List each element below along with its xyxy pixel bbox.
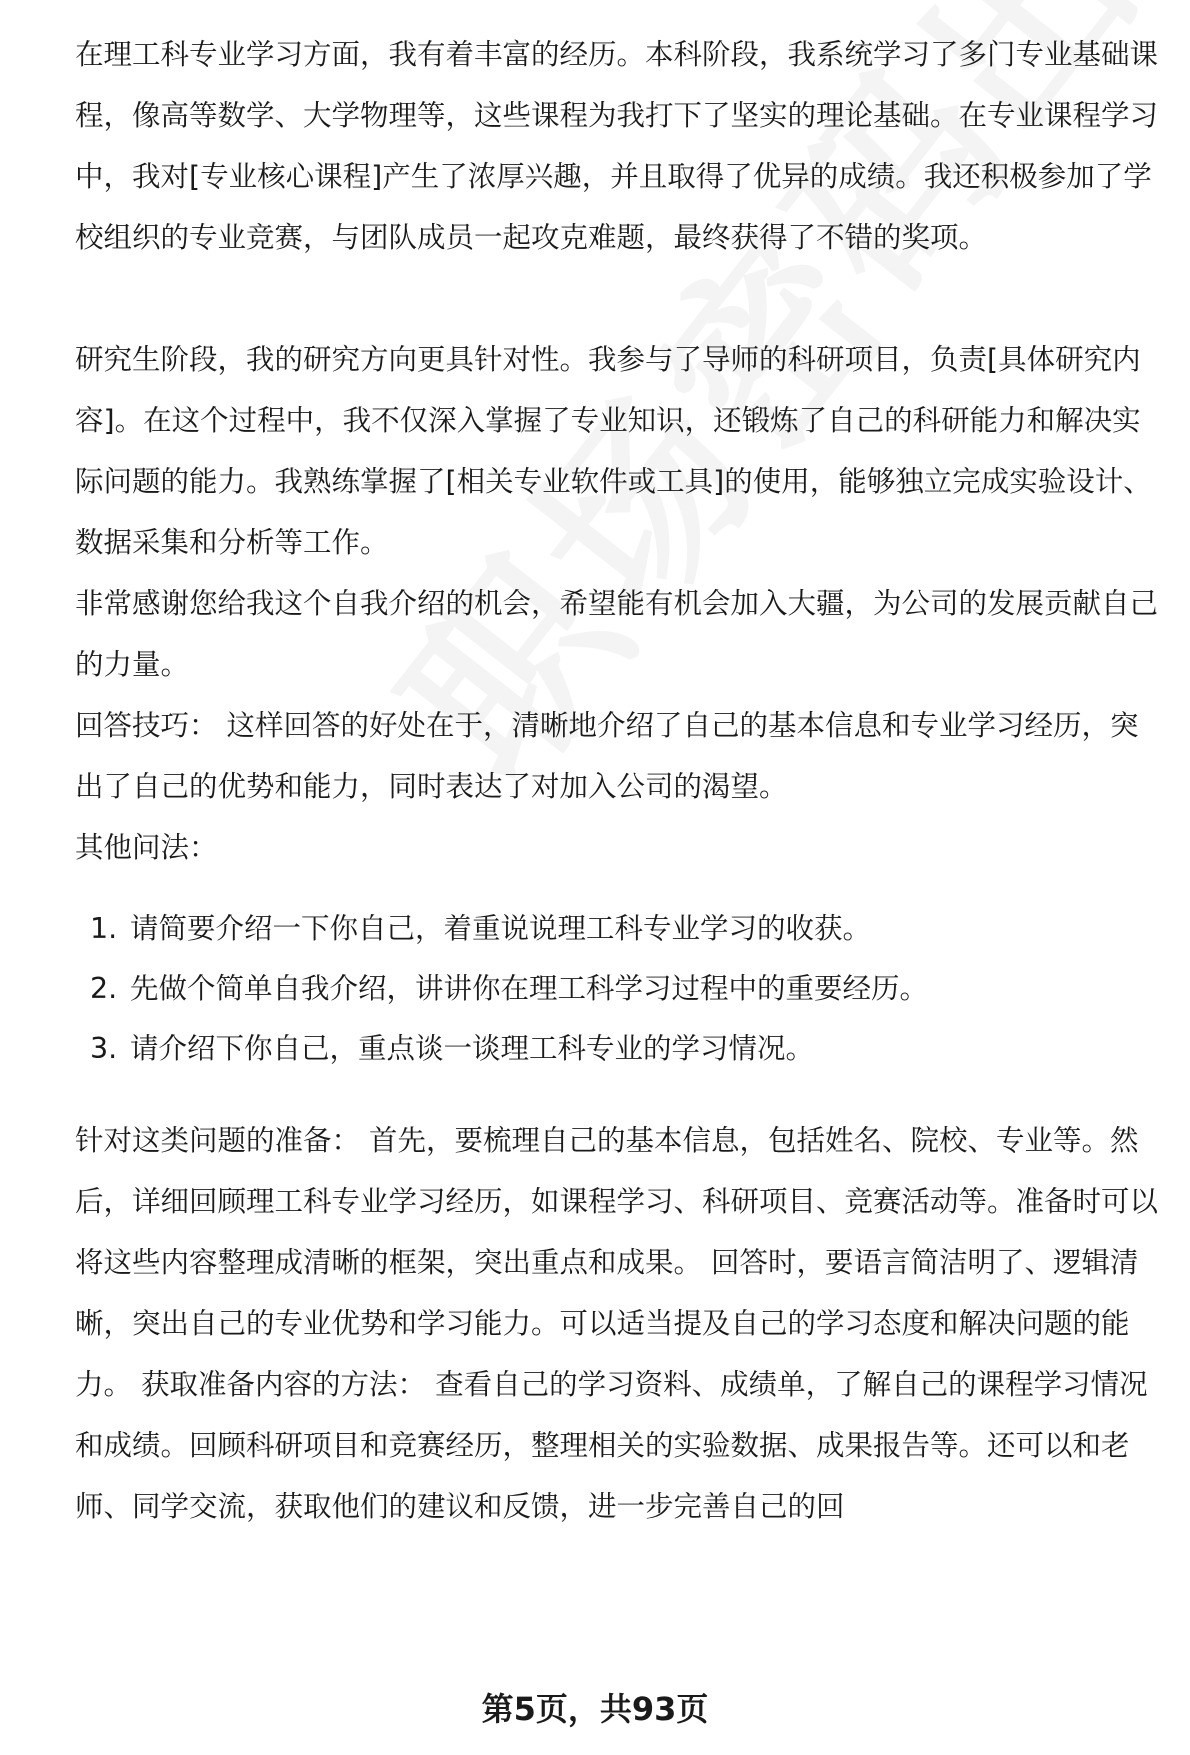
list-item-number: 1.: [90, 912, 118, 945]
paragraph-undergraduate: 在理工科专业学习方面，我有着丰富的经历。本科阶段，我系统学习了多门专业基础课程，像高等数学、大学物理等，这些课程为我打下了坚实的理论基础。在专业课程学习中，我对[专业核心课程]产生了浓厚兴趣，并且取得了优异的成绩。我还积极参加了学校组织的专业竞赛，与团队成员一起攻克难题，最终获得了不错的奖项。: [75, 38, 1159, 254]
list-item-text: 请介绍下你自己，重点谈一谈理工科专业的学习情况。: [130, 1032, 815, 1065]
page-number-footer: 第5页，共93页: [481, 1690, 709, 1728]
list-item: [90, 898, 871, 959]
paragraph-other-questions: 其他问法：: [75, 831, 218, 864]
list-item-text: 先做个简单自我介绍，讲讲你在理工科学习过程中的重要经历。: [130, 972, 929, 1005]
paragraph-tips: 回答技巧： 这样回答的好处在于，清晰地介绍了自己的基本信息和专业学习经历，突出了自己的优势和能力，同时表达了对加入公司的渴望。: [75, 709, 1139, 803]
list-item-number: 3.: [90, 1032, 118, 1065]
list-item: [90, 1018, 814, 1079]
paragraph-thanks: 非常感谢您给我这个自我介绍的机会，希望能有机会加入大疆，为公司的发展贡献自己的力量。: [75, 587, 1159, 681]
paragraph-preparation: 针对这类问题的准备： 首先，要梳理自己的基本信息，包括姓名、院校、专业等。然后，详细回顾理工科专业学习经历，如课程学习、科研项目、竞赛活动等。准备时可以将这些内容整理成清晰的框架，突出重点和成果。 回答时，要语言简洁明了、逻辑清晰，突出自己的专业优势和学习能力。可以适当提及自己的学习态度和解决问题的能力。 获取准备内容的方法： 查看自己的学习资料、成绩单，了解自己的课程学习情况和成绩。回顾科研项目和竞赛经历，整理相关的实验数据、成果报告等。还可以和老师、同学交流，获取他们的建议和反馈，进一步完善自己的回: [75, 1124, 1159, 1523]
list-item-number: 2.: [90, 972, 118, 1005]
list-item-text: 请简要介绍一下你自己，着重说说理工科专业学习的收获。: [130, 912, 872, 945]
list-item: [90, 958, 928, 1019]
paragraph-graduate: 研究生阶段，我的研究方向更具针对性。我参与了导师的科研项目，负责[具体研究内容]。在这个过程中，我不仅深入掌握了专业知识，还锻炼了自己的科研能力和解决实际问题的能力。我熟练掌握了[相关专业软件或工具]的使用，能够独立完成实验设计、数据采集和分析等工作。: [75, 343, 1152, 559]
document-page: [75, 0, 1165, 1755]
